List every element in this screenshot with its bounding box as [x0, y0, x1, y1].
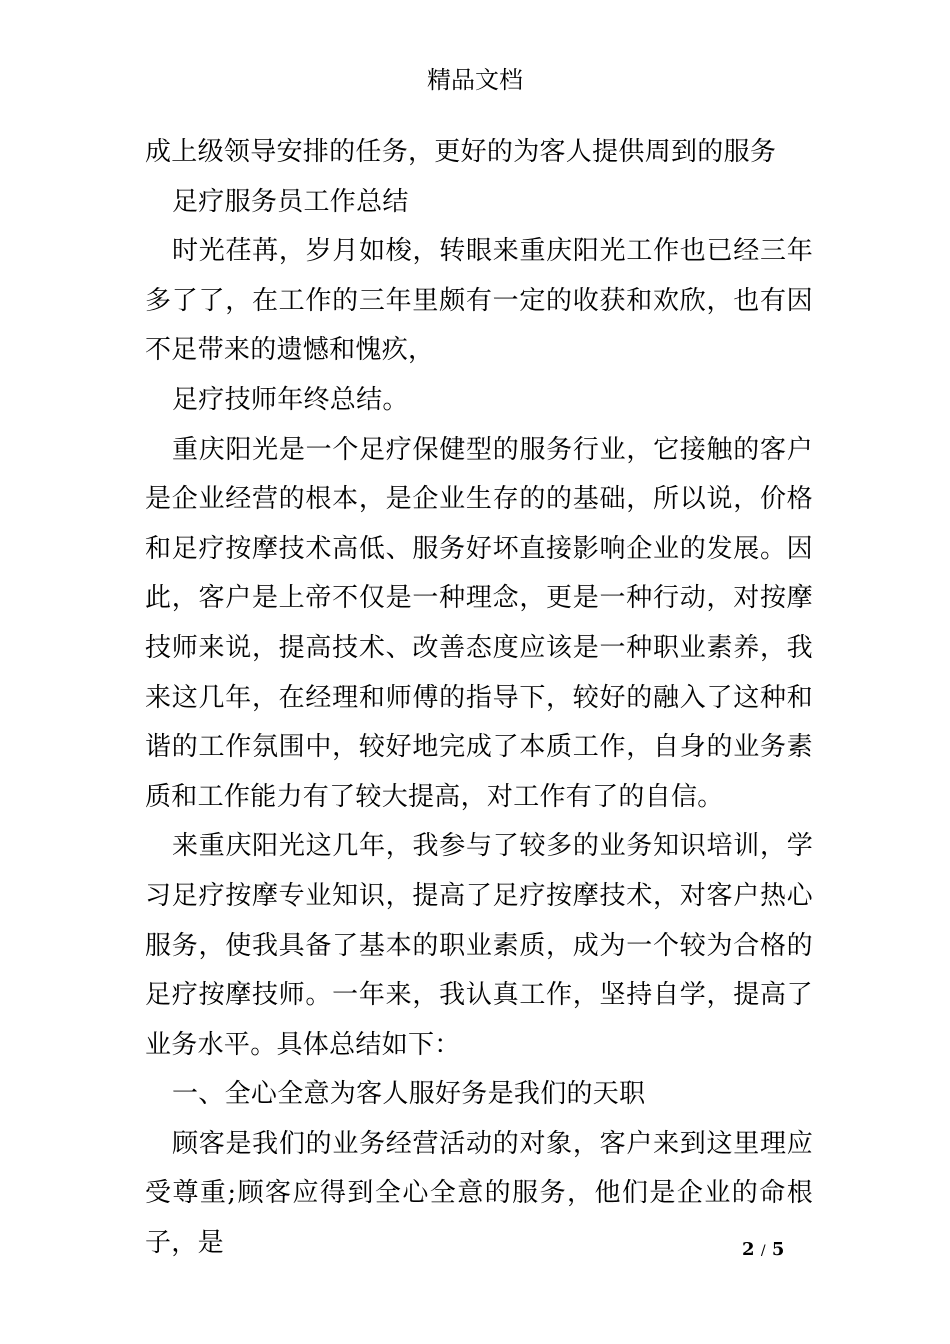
header-title: 精品文档 — [427, 66, 523, 94]
paragraph: 重庆阳光是一个足疗保健型的服务行业，它接触的客户是企业经营的根本，是企业生存的的基础，所以说，价格和足疗按摩技术高低、服务好坏直接影响企业的发展。因此，客户是上帝不仅是一种理念，更是一种行动，对按摩技师来说，提高技术、改善态度应该是一种职业素养，我来这几年，在经理和师傅的指导下，较好的融入了这种和谐的工作氛围中，较好地完成了本质工作，自身的业务素质和工作能力有了较大提高，对工作有了的自信。 — [145, 434, 813, 812]
page-separator: / — [760, 1243, 766, 1259]
page-header — [0, 62, 950, 98]
section-heading: 足疗技师年终总结。 — [172, 384, 409, 415]
page-number — [742, 1238, 784, 1263]
paragraph: 时光荏苒，岁月如梭，转眼来重庆阳光工作也已经三年多了了，在工作的三年里颇有一定的收获和欢欣，也有因不足带来的遗憾和愧疚， — [145, 236, 813, 366]
paragraph: 来重庆阳光这几年，我参与了较多的业务知识培训，学习足疗按摩专业知识，提高了足疗按摩技术，对客户热心服务，使我具备了基本的职业素质，成为一个较为合格的足疗按摩技师。一年来，我认真工作，坚持自学，提高了业务水平。具体总结如下： — [145, 831, 813, 1060]
paragraph: 顾客是我们的业务经营活动的对象，客户来到这里理应受尊重;顾客应得到全心全意的服务，他们是企业的命根子，是 — [145, 1128, 813, 1259]
document-body — [145, 128, 813, 1269]
section-heading: 一、全心全意为客人服好务是我们的天职 — [172, 1079, 646, 1110]
paragraph: 成上级领导安排的任务，更好的为客人提供周到的服务 — [145, 137, 777, 167]
section-heading: 足疗服务员工作总结 — [172, 186, 409, 217]
page-total: 5 — [771, 1239, 785, 1260]
page-current: 2 — [742, 1239, 755, 1260]
